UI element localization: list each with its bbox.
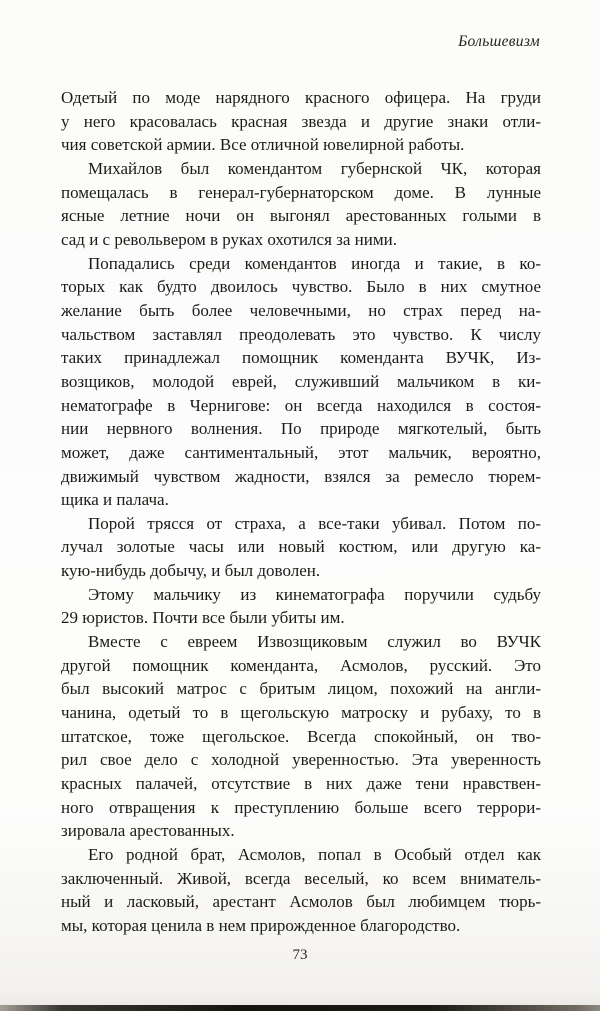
text-line: сад и с револьвером в руках охотился за ними. [61, 229, 397, 249]
text-line: штатское, тоже щегольское. Всегда спокойный, он тво- [61, 726, 541, 746]
paragraph [61, 252, 541, 512]
text-line: кую-нибудь добычу, и был доволен. [61, 561, 321, 581]
text-line: возщиков, молодой еврей, служивший мальчиком в ки- [61, 371, 541, 391]
paragraph [61, 843, 541, 938]
running-head: Большевизм [458, 33, 540, 50]
paragraph [61, 630, 541, 843]
text-line: Михайлов был комендантом губернской ЧК, которая [88, 158, 541, 178]
text-line: лучал золотые часы или новый костюм, или другую ка- [61, 537, 541, 557]
text-line: ный и ласковый, арестант Асмолов был любимцем тюрь- [61, 892, 541, 912]
text-line: нематографе в Чернигове: он всегда находился в состоя- [61, 395, 541, 415]
text-line: был высокий матрос с бритым лицом, похожий на англи- [61, 679, 541, 699]
text-line: Этому мальчику из кинематографа поручили судьбу [88, 584, 541, 604]
text-line: движимый чувством жадности, взялся за ремесло тюрем- [61, 466, 541, 486]
text-line: рил свое дело с холодной уверенностью. Эта уверенность [61, 750, 541, 770]
text-line: красных палачей, отсутствие в них даже тени нравствен- [61, 774, 541, 794]
page-number: 73 [292, 947, 308, 963]
text-line: Его родной брат, Асмолов, попал в Особый отдел как [88, 845, 541, 864]
text-line: может, даже сантиментальный, этот мальчик, вероятно, [61, 442, 541, 462]
paragraph [61, 157, 541, 252]
text-line: торых как будто двоилось чувство. Было в них смутное [61, 277, 541, 297]
text-line: мы, которая ценила в нем прирожденное благородство. [61, 915, 461, 935]
text-line: чальством заставлял преодолевать это чувство. К числу [61, 324, 541, 344]
text-line: Одетый по моде нарядного красного офицера. На груди [61, 88, 541, 107]
text-line: щика и палача. [61, 490, 169, 510]
text-line: Порой трясся от страха, а все-таки убивал. Потом по- [88, 513, 541, 533]
text-line: таких принадлежал помощник коменданта ВУЧК, Из- [61, 348, 541, 368]
text-line: ного отвращения к преступлению больше всего террори- [61, 797, 541, 817]
text-line: ясные летние ночи он выгонял арестованных голыми в [61, 206, 541, 226]
text-line: 29 юристов. Почти все были убиты им. [61, 608, 345, 628]
text-line: чанина, одетый то в щегольскую матроску и рубаху, то в [61, 703, 541, 723]
text-line: другой помощник коменданта, Асмолов, русский. Это [61, 655, 541, 675]
text-line: нии нервного волнения. По природе мягкотелый, быть [61, 419, 541, 439]
text-line: заключенный. Живой, всегда веселый, ко всем вниматель- [61, 868, 541, 888]
text-line: чия советской армии. Все отличной ювелирной работы. [61, 135, 465, 155]
text-line: у него красовалась красная звезда и другие знаки отли- [61, 111, 541, 131]
text-line: желание быть более человечными, но страх перед на- [61, 300, 541, 320]
paragraph [61, 86, 541, 157]
paragraph [61, 512, 541, 583]
text-line: Попадались среди комендантов иногда и такие, в ко- [88, 253, 541, 273]
paragraph [61, 583, 541, 630]
text-line: Вместе с евреем Извозщиковым служил во ВУЧК [88, 632, 541, 652]
body-text [61, 86, 541, 938]
page-edge-shadow [0, 1005, 600, 1011]
text-line: зировала арестованных. [61, 821, 235, 841]
text-line: помещалась в генерал-губернаторском доме. В лунные [61, 182, 541, 202]
